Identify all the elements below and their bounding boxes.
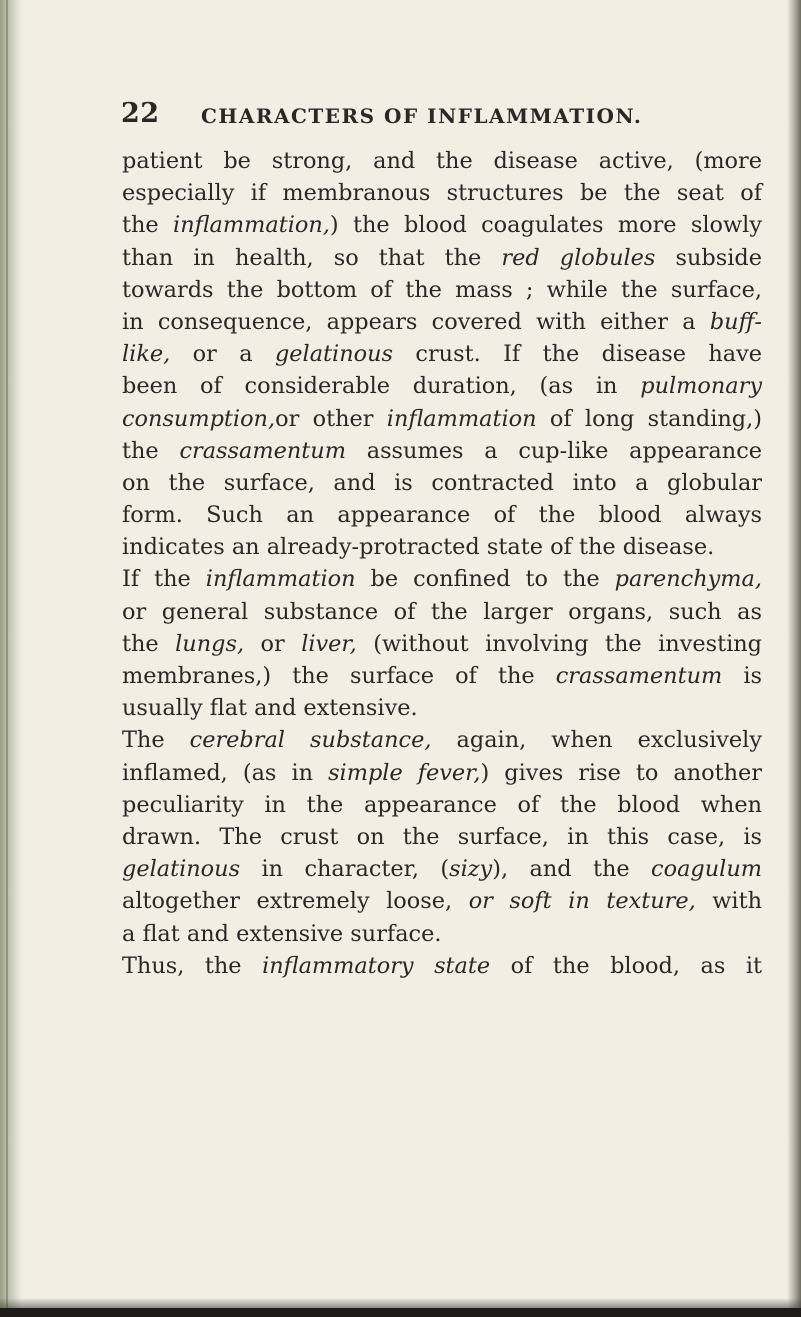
text-run: (without involving the investing <box>356 630 763 657</box>
italic-run: liver, <box>301 630 357 657</box>
running-head: CHARACTERS OF INFLAMMATION. <box>201 104 643 128</box>
text-line <box>122 918 762 950</box>
text-line <box>122 563 762 595</box>
text-line <box>122 724 762 756</box>
body-text <box>122 145 762 982</box>
text-line <box>122 338 762 370</box>
text-run: towards the bottom of the mass ; while the surface, <box>122 276 762 303</box>
text-run: of the blood, as it <box>490 952 762 979</box>
italic-run: inflammatory state <box>262 952 491 979</box>
text-run: in consequence, appears covered with either a <box>122 308 710 335</box>
text-run: ), and the <box>492 856 652 883</box>
text-line <box>122 242 762 274</box>
binding-line <box>6 0 8 1317</box>
text-line <box>122 177 762 209</box>
text-line <box>122 789 762 821</box>
text-line <box>122 435 762 467</box>
text-run: than in health, so that the <box>122 244 502 271</box>
text-run: a flat and extensive surface. <box>122 920 442 947</box>
text-line <box>122 370 762 402</box>
italic-run: parenchyma, <box>614 566 762 593</box>
text-run: drawn. The crust on the surface, in this case, is <box>122 823 762 850</box>
italic-run: lungs, <box>175 630 245 657</box>
text-run: in character, ( <box>240 856 450 883</box>
text-run: peculiarity in the appearance of the blood when <box>122 791 762 818</box>
italic-run: inflammation, <box>173 212 330 239</box>
text-run: assumes a cup-like appearance <box>345 437 762 464</box>
text-run: subside <box>655 244 762 271</box>
text-line <box>122 596 762 628</box>
text-run: If the <box>122 566 206 593</box>
text-run: be confined to the <box>355 566 615 593</box>
scan-bottom-edge <box>0 1308 801 1317</box>
text-run: ) gives rise to another <box>480 759 762 786</box>
text-line <box>122 403 762 435</box>
text-line <box>122 853 762 885</box>
page-number: 22 <box>121 98 160 129</box>
text-line <box>122 692 762 724</box>
italic-run: gelatinous <box>274 341 394 368</box>
italic-run: or soft in texture, <box>468 888 696 915</box>
text-run: on the surface, and is contracted into a globular <box>122 469 762 496</box>
text-run: indicates an already-protracted state of the disease. <box>122 534 715 561</box>
text-run: inflamed, (as in <box>122 759 329 786</box>
italic-run: coagulum <box>651 856 762 883</box>
page-header <box>121 98 781 138</box>
italic-run: crassamentum <box>179 437 346 464</box>
italic-run: gelatinous <box>122 856 241 883</box>
italic-run: consumption, <box>122 405 276 432</box>
text-line <box>122 209 762 241</box>
text-run: Thus, the <box>122 952 263 979</box>
text-run: the <box>122 630 176 657</box>
page-edge <box>787 0 801 1317</box>
italic-run: like, <box>122 341 171 368</box>
text-line <box>122 885 762 917</box>
text-run: form. Such an appearance of the blood always <box>122 502 762 529</box>
text-run: or <box>244 630 302 657</box>
text-run: the <box>122 212 174 239</box>
text-run: or a <box>170 341 275 368</box>
text-line <box>122 757 762 789</box>
italic-run: crassamentum <box>555 663 723 689</box>
italic-run: red globules <box>501 244 656 271</box>
text-run: membranes,) the surface of the <box>122 663 556 689</box>
text-line <box>122 660 762 692</box>
text-line <box>122 467 762 499</box>
italic-run: pulmonary <box>640 373 762 400</box>
text-run: crust. If the disease have <box>393 341 763 368</box>
italic-run: sizy <box>449 856 493 883</box>
text-line <box>122 274 762 306</box>
text-run: altogether extremely loose, <box>122 888 469 915</box>
text-line <box>122 145 762 177</box>
text-line <box>122 821 762 853</box>
text-run: The <box>122 727 190 754</box>
text-run: especially if membranous structures be the seat of <box>122 180 762 207</box>
text-run: with <box>695 888 762 915</box>
italic-run: inflammation <box>205 566 356 593</box>
text-line <box>122 628 762 660</box>
text-run: of long standing,) <box>536 405 762 432</box>
text-line <box>122 306 762 338</box>
text-run: usually flat and extensive. <box>122 695 418 722</box>
text-run: the <box>122 437 180 464</box>
text-run: or general substance of the larger organs, such as <box>122 598 762 625</box>
text-run: patient be strong, and the disease active, (more <box>122 148 762 174</box>
text-line <box>122 531 762 563</box>
text-line <box>122 499 762 531</box>
italic-run: simple fever, <box>328 759 481 786</box>
bottom-shadow <box>0 1298 801 1308</box>
text-run: again, when exclusively <box>431 727 762 754</box>
text-run: or other <box>275 405 387 432</box>
text-run: is <box>722 663 762 689</box>
text-line <box>122 950 762 982</box>
text-run: ) the blood coagulates more slowly <box>329 212 762 239</box>
binding-shadow <box>0 0 22 1317</box>
italic-run: buff- <box>709 308 762 335</box>
italic-run: cerebral substance, <box>189 727 432 754</box>
text-run: been of considerable duration, (as in <box>122 373 641 400</box>
italic-run: inflammation <box>386 405 537 432</box>
